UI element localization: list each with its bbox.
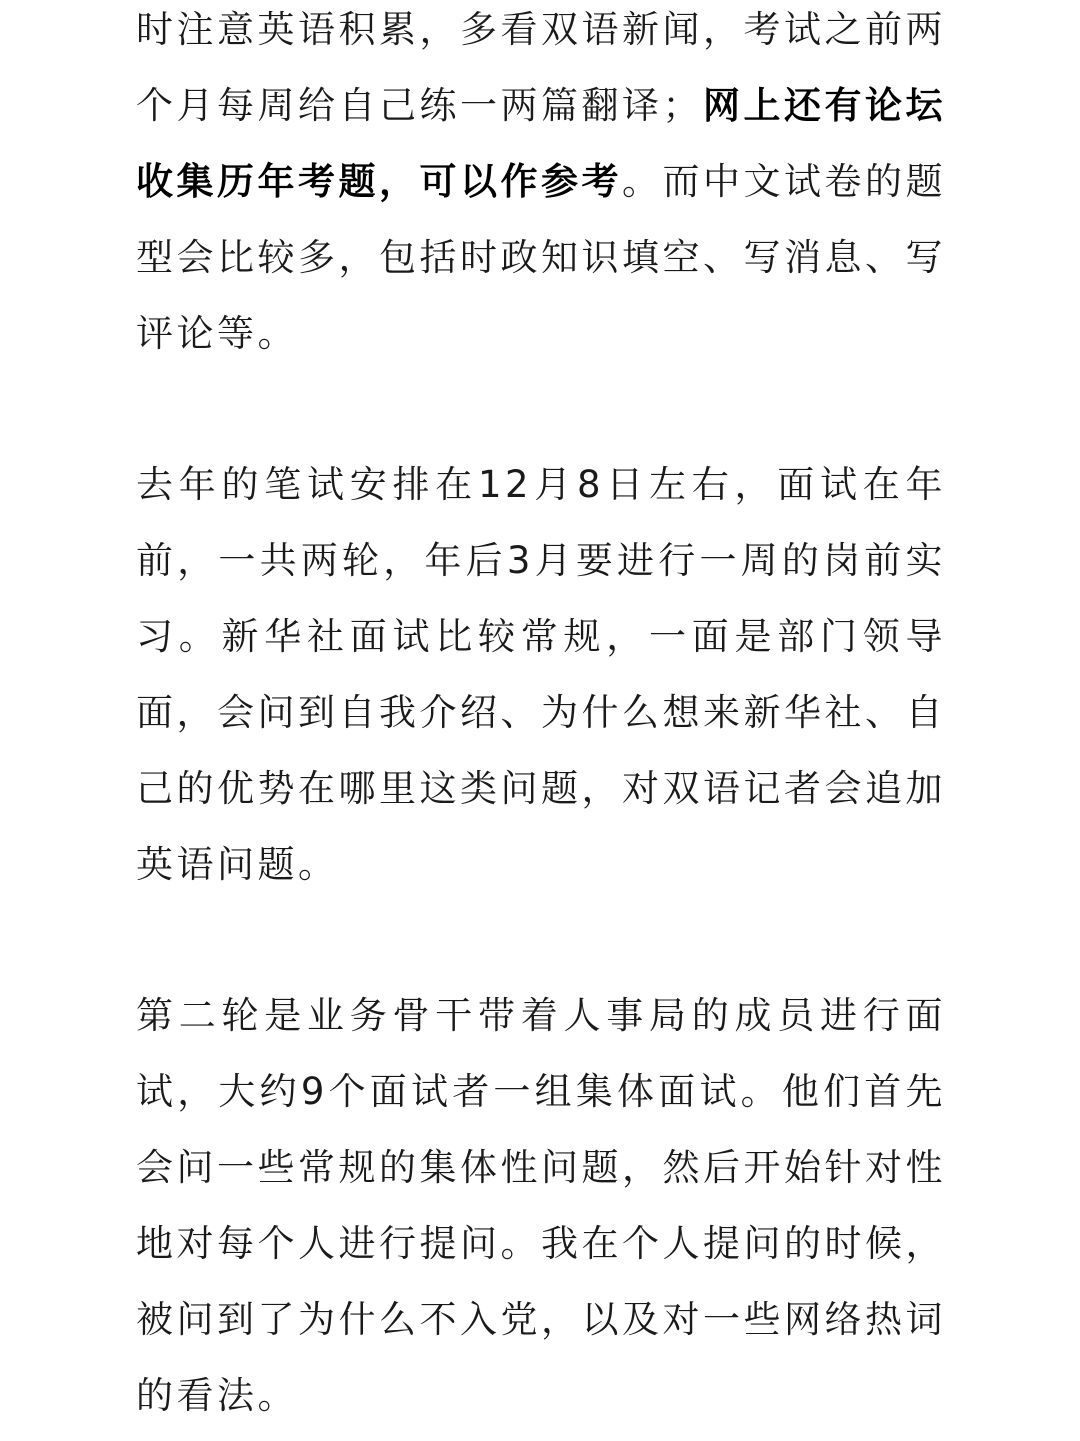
paragraph-exam-prep	[136, 0, 946, 372]
article-body	[136, 0, 946, 1434]
bold-highlight: 网上还有论坛收集历年考题，可以作参考	[136, 84, 946, 203]
paragraph-schedule: 去年的笔试安排在12月8日左右，面试在年前，一共两轮，年后3月要进行一周的岗前实习。新华社面试比较常规，一面是部门领导面，会问到自我介绍、为什么想来新华社、自己的优势在哪里这类问题，对双语记者会追加英语问题。	[136, 463, 946, 886]
paragraph-second-round: 第二轮是业务骨干带着人事局的成员进行面试，大约9个面试者一组集体面试。他们首先会问一些常规的集体性问题，然后开始针对性地对每个人进行提问。我在个人提问的时候，被问到了为什么不入党，以及对一些网络热词的看法。	[136, 994, 946, 1417]
paragraph-text: 时注意英语积累，多看双语新闻，考试之前两个月每周给自己练一两篇翻译；	[136, 8, 946, 127]
paragraph-text: 。而中文试卷的题型会比较多，包括时政知识填空、写消息、写评论等。	[136, 160, 946, 355]
